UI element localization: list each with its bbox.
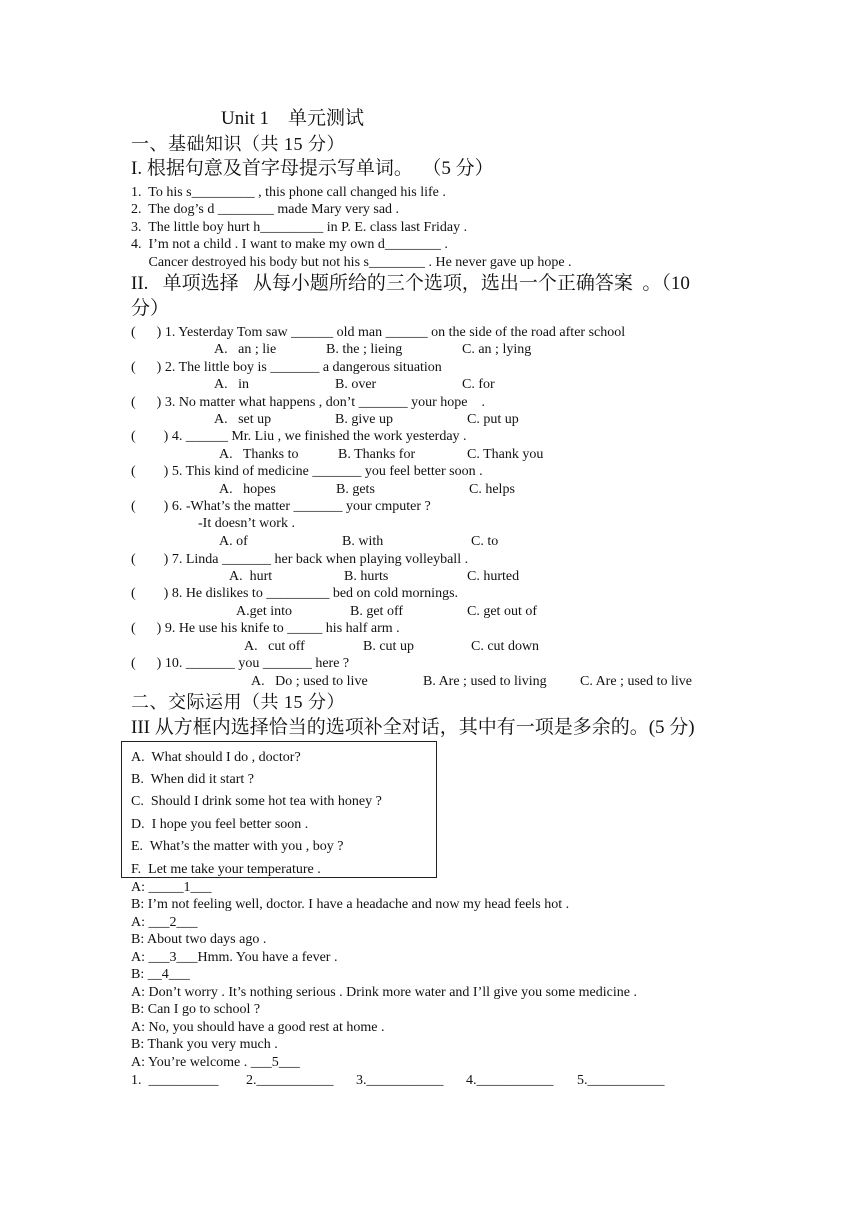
- dialogue-line: B: __4___: [131, 967, 190, 982]
- option-a: A. hopes: [219, 482, 276, 497]
- question-stem: ( ) 5. This kind of medicine _______ you feel better soon .: [131, 464, 483, 479]
- option-c: C. helps: [469, 482, 515, 497]
- box-option: D. I hope you feel better soon .: [131, 817, 309, 832]
- question-stem: ( ) 2. The little boy is _______ a dangerous situation: [131, 360, 442, 375]
- question-stem: ( ) 7. Linda _______ her back when playing volleyball .: [131, 552, 469, 567]
- part-2-heading-cont: 分）: [131, 298, 170, 319]
- option-a: A. an ; lie: [214, 342, 277, 357]
- option-c: C. put up: [467, 412, 519, 427]
- option-b: B. Thanks for: [338, 447, 416, 462]
- option-a: A. of: [219, 534, 248, 549]
- option-b: B. Are ; used to living: [423, 674, 547, 689]
- box-option: E. What’s the matter with you , boy ?: [131, 839, 344, 854]
- box-option: F. Let me take your temperature .: [131, 862, 321, 877]
- option-c: C. cut down: [471, 639, 540, 654]
- option-a: A.get into: [236, 604, 292, 619]
- part-1-item: 4. I’m not a child . I want to make my own d________ .: [131, 237, 448, 252]
- dialogue-line: B: Can I go to school ?: [131, 1002, 261, 1017]
- question-stem: ( ) 6. -What’s the matter _______ your cmputer ?: [131, 499, 431, 514]
- part-1-item: 1. To his s_________ , this phone call changed his life .: [131, 185, 446, 200]
- option-c: C. get out of: [467, 604, 537, 619]
- section-1-heading: 一、基础知识（共 15 分）: [131, 134, 345, 154]
- box-option: A. What should I do , doctor?: [131, 750, 301, 765]
- option-a: A. set up: [214, 412, 272, 427]
- option-c: C. to: [471, 534, 499, 549]
- part-1-item: 3. The little boy hurt h_________ in P. E. class last Friday .: [131, 220, 468, 235]
- answer-blank-1: 1. __________: [131, 1073, 219, 1088]
- option-b: B. hurts: [344, 569, 389, 584]
- dialogue-line: B: I’m not feeling well, doctor. I have a headache and now my head feels hot .: [131, 897, 570, 912]
- option-c: C. hurted: [467, 569, 520, 584]
- page-title: Unit 1 单元测试: [221, 108, 365, 129]
- question-stem: ( ) 4. ______ Mr. Liu , we finished the work yesterday .: [131, 429, 467, 444]
- option-b: B. over: [335, 377, 377, 392]
- question-stem: ( ) 3. No matter what happens , don’t _______ your hope .: [131, 395, 485, 410]
- option-b: B. cut up: [363, 639, 414, 654]
- part-1-heading: I. 根据句意及首字母提示写单词。 （5 分）: [131, 158, 494, 179]
- question-stem: ( ) 9. He use his knife to _____ his half arm .: [131, 621, 400, 636]
- dialogue-line: A: Don’t worry . It’s nothing serious . Drink more water and I’ll give you some medicine .: [131, 985, 637, 1000]
- question-stem: ( ) 10. _______ you _______ here ?: [131, 656, 350, 671]
- option-b: B. get off: [350, 604, 404, 619]
- option-c: C. Thank you: [467, 447, 544, 462]
- answer-blank-2: 2.___________: [246, 1073, 334, 1088]
- answer-blank-5: 5.___________: [577, 1073, 665, 1088]
- option-c: C. Are ; used to live: [580, 674, 692, 689]
- answer-blank-4: 4.___________: [466, 1073, 554, 1088]
- option-a: A. Thanks to: [219, 447, 299, 462]
- box-option: B. When did it start ?: [131, 772, 254, 787]
- option-a: A. cut off: [244, 639, 305, 654]
- part-1-item: Cancer destroyed his body but not his s________ . He never gave up hope .: [131, 255, 572, 270]
- dialogue-line: A: No, you should have a good rest at home .: [131, 1020, 385, 1035]
- option-b: B. with: [342, 534, 384, 549]
- option-c: C. an ; lying: [462, 342, 532, 357]
- dialogue-line: A: ___3___Hmm. You have a fever .: [131, 950, 338, 965]
- question-stem: ( ) 8. He dislikes to _________ bed on cold mornings.: [131, 586, 459, 601]
- dialogue-line: B: About two days ago .: [131, 932, 267, 947]
- section-2-heading: 二、交际运用（共 15 分）: [131, 692, 345, 712]
- dialogue-line: A: ___2___: [131, 915, 198, 930]
- option-a: A. Do ; used to live: [251, 674, 368, 689]
- option-b: B. gets: [336, 482, 375, 497]
- option-a: A. hurt: [229, 569, 273, 584]
- part-3-heading: III 从方框内选择恰当的选项补全对话，其中有一项是多余的。(5 分): [131, 717, 695, 738]
- option-c: C. for: [462, 377, 495, 392]
- part-2-heading: II. 单项选择 从每小题所给的三个选项，选出一个正确答案 。（10: [131, 273, 690, 294]
- dialogue-line: A: _____1___: [131, 880, 212, 895]
- answer-blank-3: 3.___________: [356, 1073, 444, 1088]
- question-stem: ( ) 1. Yesterday Tom saw ______ old man ______ on the side of the road after school: [131, 325, 626, 340]
- part-1-item: 2. The dog’s d ________ made Mary very sad .: [131, 202, 400, 217]
- option-b: B. the ; lieing: [326, 342, 403, 357]
- dialogue-line: B: Thank you very much .: [131, 1037, 278, 1052]
- dialogue-line: A: You’re welcome . ___5___: [131, 1055, 300, 1070]
- option-a: A. in: [214, 377, 249, 392]
- question-stem-line-2: -It doesn’t work .: [198, 516, 295, 531]
- box-option: C. Should I drink some hot tea with honey ?: [131, 794, 382, 809]
- option-b: B. give up: [335, 412, 393, 427]
